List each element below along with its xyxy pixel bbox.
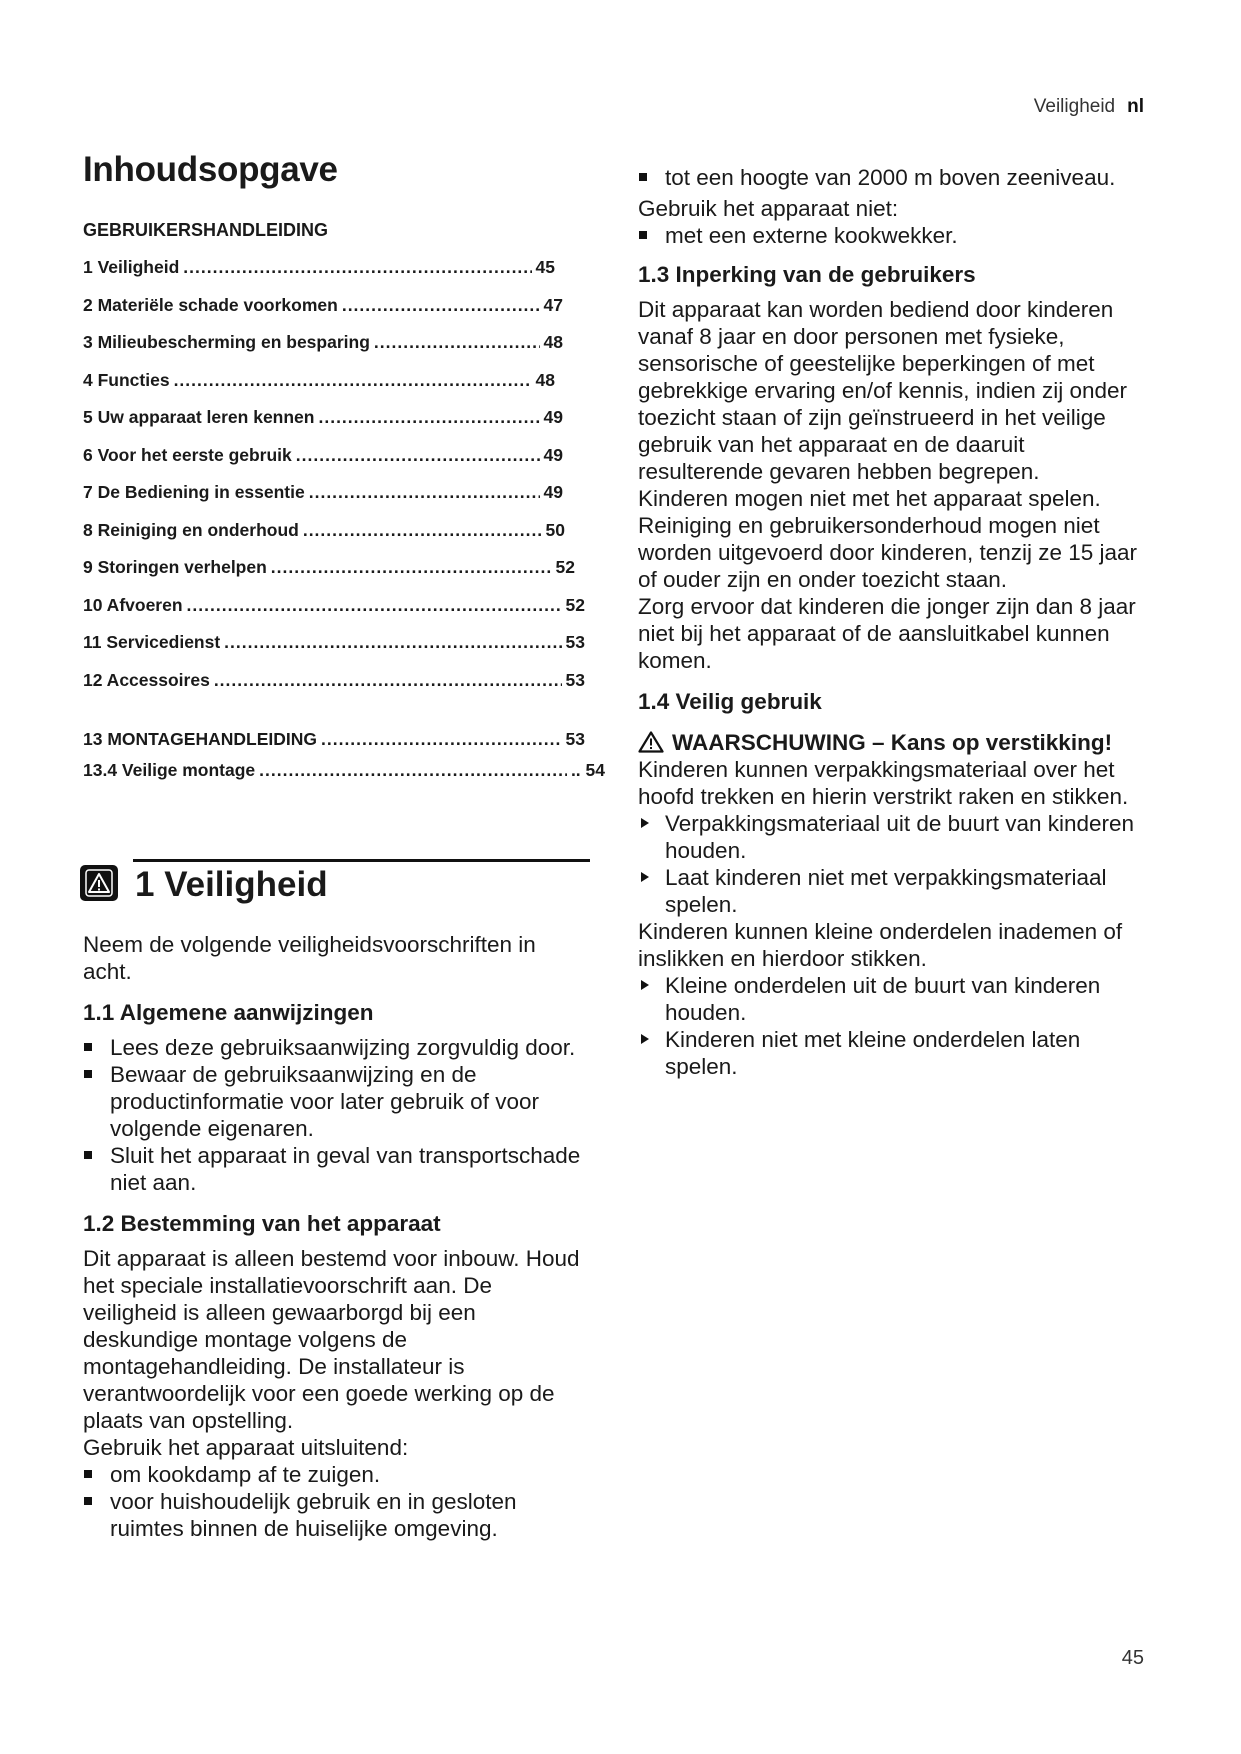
toc-entry[interactable]: 12 Accessoires ..... 53 xyxy=(83,670,585,708)
toc-entry[interactable]: 2 Materiële schade voorkomen ..... 47 xyxy=(83,295,563,333)
warning-steps-list xyxy=(638,972,1143,1080)
right-column xyxy=(638,164,1143,1080)
section-heading-1-4: 1.4 Veilig gebruik xyxy=(638,689,822,714)
chapter-title: 1 Veiligheid xyxy=(135,865,328,904)
toc-spacer xyxy=(83,707,555,729)
list-item: Kleine onderdelen uit de buurt van kinderen houden. xyxy=(638,972,1143,1026)
list-item: Bewaar de gebruiksaanwijzing en de productinformatie voor later gebruik of voor volgende eigenaren. xyxy=(83,1061,588,1142)
not-use-list xyxy=(638,222,1143,249)
warning-paragraph: Kinderen kunnen kleine onderdelen inademen of inslikken en hierdoor stikken. xyxy=(638,919,1123,971)
list-item: Sluit het apparaat in geval van transportschade niet aan. xyxy=(83,1142,588,1196)
toc-entry[interactable]: 5 Uw apparaat leren kennen ..... 49 xyxy=(83,407,563,445)
toc-entry[interactable]: 4 Functies ..... 48 xyxy=(83,370,555,408)
toc-entry[interactable]: 13 MONTAGEHANDLEIDING ..... 53 xyxy=(83,729,585,760)
chapter-heading xyxy=(83,859,588,919)
header-section: Veiligheid xyxy=(1033,96,1116,117)
toc-entry[interactable]: 10 Afvoeren ..... 52 xyxy=(83,595,585,633)
toc-entry[interactable]: 3 Milieubescherming en besparing ..... 48 xyxy=(83,332,563,370)
list-item: om kookdamp af te zuigen. xyxy=(83,1461,588,1488)
toc-entry[interactable]: 9 Storingen verhelpen ..... 52 xyxy=(83,557,575,595)
toc-title: Inhoudsopgave xyxy=(83,150,338,189)
warning-triangle-icon xyxy=(638,731,664,753)
toc-list xyxy=(83,257,605,791)
toc-entry[interactable]: 6 Voor het eerste gebruik ..... 49 xyxy=(83,445,563,483)
toc-entry[interactable]: 11 Servicedienst ..... 53 xyxy=(83,632,585,670)
toc-entry[interactable]: 7 De Bediening in essentie ..... 49 xyxy=(83,482,563,520)
section-heading-1-1: 1.1 Algemene aanwijzingen xyxy=(83,1000,374,1025)
user-restriction-paragraph: Reiniging en gebruikersonderhoud mogen niet worden uitgevoerd door kinderen, tenzij ze 15 jaar of ouder zijn en onder toezicht staan. xyxy=(638,513,1138,592)
warning-heading xyxy=(638,729,1143,756)
chapter-intro: Neem de volgende veiligheidsvoorschriften in acht. xyxy=(83,932,536,984)
warning-text: WAARSCHUWING – Kans op verstikking! xyxy=(672,730,1113,755)
toc-entry[interactable]: 1 Veiligheid ..... 45 xyxy=(83,257,555,295)
toc-entry[interactable]: 8 Reiniging en onderhoud ..... 50 xyxy=(83,520,565,558)
list-item: Laat kinderen niet met verpakkingsmateriaal spelen. xyxy=(638,864,1143,918)
running-header xyxy=(1034,96,1144,118)
user-restriction-paragraph: Kinderen mogen niet met het apparaat spelen. xyxy=(638,486,1101,511)
list-item: voor huishoudelijk gebruik en in gesloten ruimtes binnen de huiselijke omgeving. xyxy=(83,1488,588,1542)
page-number: 45 xyxy=(1121,1647,1144,1669)
not-use-lead: Gebruik het apparaat niet: xyxy=(638,196,899,221)
list-item: met een externe kookwekker. xyxy=(638,222,1143,249)
list-item: tot een hoogte van 2000 m boven zeeniveau. xyxy=(638,164,1143,191)
toc-entry[interactable]: 13.4 Veilige montage ..... .. 54 xyxy=(83,760,605,791)
intended-use-list xyxy=(83,1461,588,1542)
header-language: nl xyxy=(1127,96,1144,117)
general-guidelines-list xyxy=(83,1034,588,1196)
left-column xyxy=(83,150,605,1542)
toc-subtitle: GEBRUIKERSHANDLEIDING xyxy=(83,220,329,240)
intended-use-lead: Gebruik het apparaat uitsluitend: xyxy=(83,1435,409,1460)
list-item: Lees deze gebruiksaanwijzing zorgvuldig door. xyxy=(83,1034,588,1061)
user-restriction-paragraph: Zorg ervoor dat kinderen die jonger zijn dan 8 jaar niet bij het apparaat of de aansluitkabel kunnen komen. xyxy=(638,594,1136,673)
intended-use-list-continued xyxy=(638,164,1143,191)
section-heading-1-3: 1.3 Inperking van de gebruikers xyxy=(638,262,976,287)
chapter-rule xyxy=(133,859,590,862)
warning-icon xyxy=(80,865,118,901)
warning-paragraph: Kinderen kunnen verpakkingsmateriaal over het hoofd trekken en hierin verstrikt raken en stikken. xyxy=(638,757,1129,809)
section-heading-1-2: 1.2 Bestemming van het apparaat xyxy=(83,1211,441,1236)
user-restriction-paragraph: Dit apparaat kan worden bediend door kinderen vanaf 8 jaar en door personen met fysieke, sensorische of geestelijke beperkingen of met gebrekkige ervaring en/of kennis, indien zij onder toezicht staan of zijn geïnstrueerd in het veilige gebruik van het apparaat en de daaruit resulterende gevaren hebben begrepen. xyxy=(638,297,1128,484)
list-item: Kinderen niet met kleine onderdelen laten spelen. xyxy=(638,1026,1143,1080)
warning-steps-list xyxy=(638,810,1143,918)
list-item: Verpakkingsmateriaal uit de buurt van kinderen houden. xyxy=(638,810,1143,864)
intended-use-paragraph: Dit apparaat is alleen bestemd voor inbouw. Houd het speciale installatievoorschrift aan. De veiligheid is alleen gewaarborgd bij een deskundige montage volgens de montagehandleiding. De installateur is verantwoordelijk voor een goede werking op de plaats van opstelling. xyxy=(83,1246,580,1433)
